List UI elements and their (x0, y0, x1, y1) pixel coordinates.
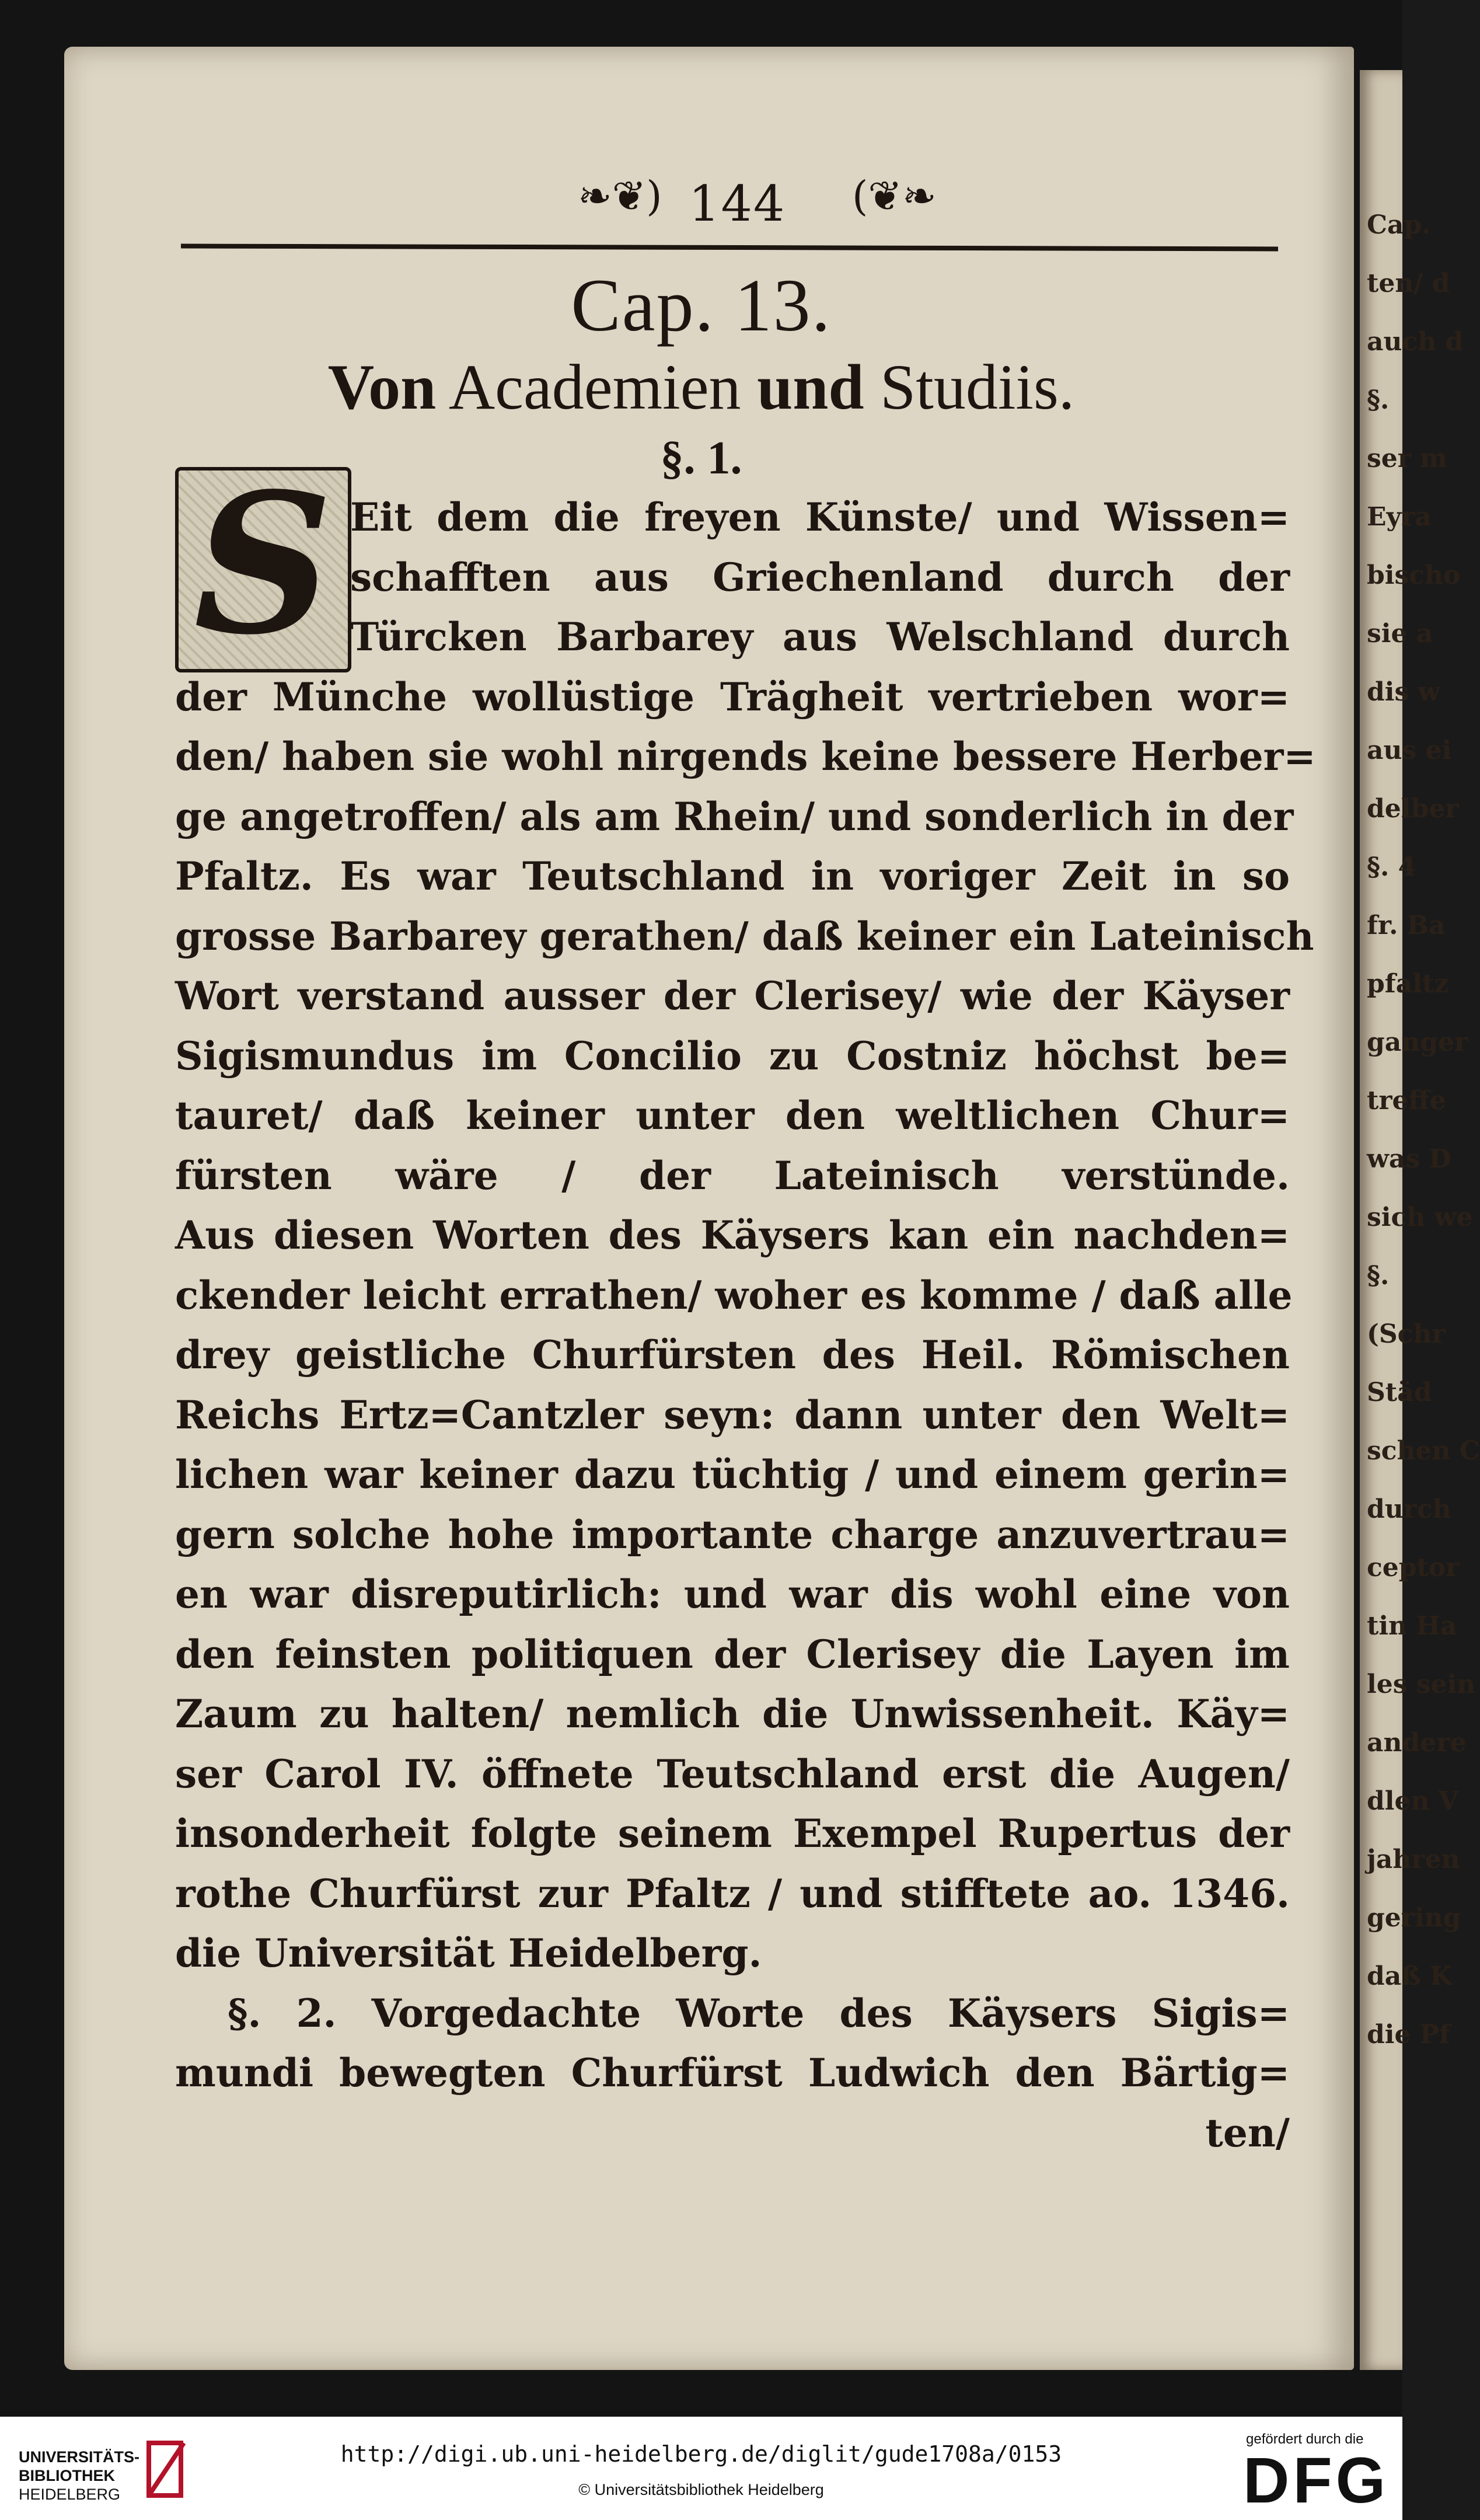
next-page-fragment: auch d (1367, 327, 1464, 357)
text-line: en war disreputirlich: und war dis wohl eine von (175, 1571, 1290, 1617)
text-line: §. 2. Vorgedachte Worte des Käysers Sigis= (228, 1990, 1290, 2036)
dfg-logo[interactable]: DFG (1243, 2445, 1390, 2516)
next-page-fragment: ceptor (1367, 1553, 1460, 1583)
subtitle-und: und (757, 351, 864, 423)
next-page-fragment: dlen V (1367, 1786, 1458, 1816)
next-page-fragment: Eyra (1367, 502, 1432, 532)
copyright-text: © Universitätsbibliothek Heidelberg (578, 2481, 824, 2498)
next-page-fragment: dis w (1367, 677, 1440, 707)
header-ornament-left: ❧❦) (578, 172, 662, 220)
section-heading: §. 1. (660, 433, 742, 484)
next-page-fragment: ganger (1367, 1027, 1468, 1057)
next-page-fragment: jahren (1367, 1845, 1460, 1874)
next-page-fragment: treffe (1367, 1086, 1446, 1116)
next-page-fragment: daß K (1367, 1961, 1453, 1991)
next-page-fragment: sie a (1367, 619, 1433, 649)
next-page-fragment: §. (1367, 1261, 1390, 1291)
library-name-line3: HEIDELBERG (19, 2486, 121, 2503)
chapter-subtitle (0, 350, 1402, 424)
library-name-line2: BIBLIOTHEK (19, 2467, 115, 2484)
page-header (181, 143, 1284, 254)
next-page-fragment: fr. Ba (1367, 911, 1446, 940)
subtitle-end: Studiis. (880, 351, 1075, 423)
decorative-initial-letter: S (193, 451, 333, 677)
text-line: Aus diesen Worten des Käysers kan ein nachden= (175, 1212, 1290, 1258)
text-line: Sigismundus im Concilio zu Costniz höchst be= (175, 1033, 1290, 1079)
text-line: ckender leicht errathen/ woher es komme / daß alle (175, 1272, 1293, 1318)
next-page-fragment: schen C (1367, 1436, 1480, 1466)
next-page-fragment: was D (1367, 1144, 1451, 1174)
next-page-fragment: gering (1367, 1903, 1461, 1933)
text-line: mundi bewegten Churfürst Ludwich den Bärtig= (175, 2050, 1290, 2096)
text-line: lichen war keiner dazu tüchtig / und einem gerin= (175, 1452, 1290, 1497)
page-number: 144 (689, 175, 786, 232)
text-line: grosse Barbarey gerathen/ daß keiner ein Lateinisch (175, 913, 1314, 959)
text-line: Eit dem die freyen Künste/ und Wissen= (350, 494, 1290, 540)
next-page-fragment: les sein (1367, 1669, 1476, 1699)
text-line: ge angetroffen/ als am Rhein/ und sonderlich in der (175, 793, 1294, 839)
text-line: drey geistliche Churfürsten des Heil. Römischen (175, 1332, 1290, 1378)
chapter-title: Cap. 13. (571, 264, 832, 347)
next-page-fragment: (Schr (1367, 1319, 1446, 1349)
text-line: gern solche hohe importante charge anzuvertrau= (175, 1511, 1290, 1557)
text-line: Wort verstand ausser der Clerisey/ wie der Käyser (175, 973, 1290, 1019)
text-line: tauret/ daß keiner unter den weltlichen Chur= (175, 1093, 1290, 1138)
subtitle-prefix: Von (327, 351, 437, 423)
next-page-fragment: ser m (1367, 444, 1447, 473)
next-page-fragment: durch (1367, 1494, 1451, 1524)
next-page-fragment: §. 4 (1367, 852, 1416, 882)
text-line: Zaum zu halten/ nemlich die Unwissenheit. Käy= (175, 1691, 1290, 1737)
next-page-fragment: bischo (1367, 560, 1461, 590)
body-text (175, 487, 1316, 2163)
next-page-fragment: tin Ha (1367, 1611, 1457, 1641)
text-line: schafften aus Griechenland durch der (350, 554, 1290, 600)
text-line: ser Carol IV. öffnete Teutschland erst die Augen/ (175, 1751, 1290, 1797)
text-line: der Münche wollüstige Trägheit vertrieben wor= (175, 674, 1290, 720)
next-page-fragment: ten/ d (1367, 269, 1450, 298)
header-rule (181, 244, 1278, 252)
text-line: fürsten wäre / der Lateinisch verstünde. (175, 1152, 1290, 1198)
next-page-fragment: aus ei (1367, 736, 1452, 765)
text-line: Türcken Barbarey aus Welschland durch (350, 614, 1290, 660)
next-page-fragment: Cap. (1367, 210, 1431, 240)
catchword: ten/ (1205, 2110, 1290, 2156)
next-page-fragment: andere (1367, 1728, 1467, 1758)
source-url-link[interactable]: http://digi.ub.uni-heidelberg.de/diglit/gude1708a/0153 (340, 2441, 1062, 2467)
text-line: insonderheit folgte seinem Exempel Rupertus der (175, 1811, 1290, 1856)
next-page-fragment: die Pf (1367, 2020, 1450, 2050)
header-ornament-right: (❦❧ (852, 172, 937, 220)
next-page-fragment: pfaltz (1367, 969, 1449, 999)
text-line: den feinsten politiquen der Clerisey die Layen im (175, 1631, 1290, 1677)
text-line: die Universität Heidelberg. (175, 1930, 762, 1976)
footer-bar (0, 2417, 1402, 2520)
text-line: Pfaltz. Es war Teutschland in voriger Zeit in so (175, 853, 1290, 899)
library-name-line1: UNIVERSITÄTS- (19, 2448, 140, 2466)
next-page-fragment: delber (1367, 794, 1459, 824)
subtitle-main: Academien (448, 351, 741, 423)
next-page-fragment: §. (1367, 385, 1390, 415)
funding-label: gefördert durch die (1246, 2431, 1364, 2447)
next-page-fragment: Städ (1367, 1378, 1432, 1407)
text-line: rothe Churfürst zur Pfaltz / und stifftete ao. 1346. (175, 1870, 1290, 1916)
text-line: den/ haben sie wohl nirgends keine bessere Herber= (175, 734, 1316, 779)
next-page-fragment: sich we (1367, 1203, 1473, 1232)
text-line: Reichs Ertz=Cantzler seyn: dann unter den Welt= (175, 1392, 1290, 1438)
